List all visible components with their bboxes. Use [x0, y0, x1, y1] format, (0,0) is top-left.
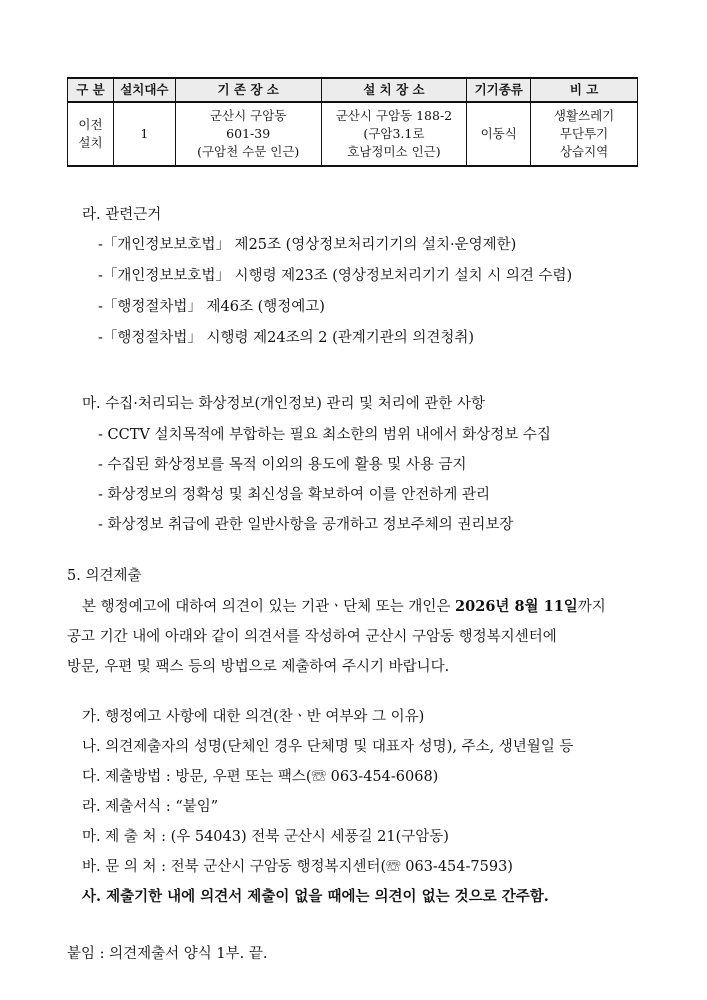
section-ra-title: 라. 관련근거 — [82, 207, 162, 223]
section5-paragraph-line3: 방문, 우편 및 팩스 등의 방법으로 제출하여 주시기 바랍니다. — [67, 659, 450, 675]
table-header-row — [68, 78, 638, 102]
section-ra-item: -「행정절차법」 시행령 제24조의 2 (관계기관의 의견청취) — [98, 330, 475, 346]
cell-note — [531, 102, 638, 166]
cell-text: 이전 — [78, 117, 103, 132]
section-ra-item: -「개인정보보호법」 시행령 제23조 (영상정보처리기기 설치 시 의견 수렴) — [98, 268, 573, 284]
cell-text: 설치 — [78, 135, 103, 150]
section5-paragraph-line1 — [82, 597, 606, 617]
section5-paragraph-line2: 공고 기간 내에 아래와 같이 의견서를 작성하여 군산시 구암동 행정복지센터에 — [67, 629, 557, 645]
cell-text: (구암천 수문 인근) — [197, 144, 300, 159]
section-ma-item: - CCTV 설치목적에 부합하는 필요 최소한의 범위 내에서 화상정보 수집 — [98, 427, 551, 443]
table-row — [68, 102, 638, 166]
header-existing-location: 기 존 장 소 — [175, 78, 321, 102]
section5-item: 바. 문 의 처 : 전북 군산시 구암동 행정복지센터(☏ 063-454-7593) — [82, 859, 513, 875]
section5-bold-item: 사. 제출기한 내에 의견서 제출이 없을 때에는 의견이 없는 것으로 간주함. — [82, 888, 549, 905]
paragraph-text: 본 행정예고에 대하여 의견이 있는 기관ㆍ단체 또는 개인은 — [82, 599, 456, 615]
section-ra-item: -「행정절차법」 제46조 (행정예고) — [98, 299, 325, 315]
header-device-type: 기기종류 — [467, 78, 531, 102]
cell-count: 1 — [113, 102, 175, 166]
cell-category — [68, 102, 114, 166]
section-ma-item: - 수집된 화상정보를 목적 이외의 용도에 활용 및 사용 금지 — [98, 457, 467, 473]
section-ra-item: -「개인정보보호법」 제25조 (영상정보처리기기의 설치·운영제한) — [98, 237, 517, 253]
section5-item: 나. 의견제출자의 성명(단체인 경우 단체명 및 대표자 성명), 주소, 생년월일 등 — [82, 739, 574, 755]
cell-text: 군산시 구암동 — [209, 108, 287, 123]
section5-item: 가. 행정예고 사항에 대한 의견(찬ㆍ반 여부와 그 이유) — [82, 709, 425, 725]
cell-install-location — [321, 102, 467, 166]
header-category: 구 분 — [68, 78, 114, 102]
section5-item: 마. 제 출 처 : (우 54043) 전북 군산시 세풍길 21(구암동) — [82, 829, 449, 845]
deadline-date: 2026년 8월 11일 — [455, 598, 578, 615]
cell-device-type: 이동식 — [467, 102, 531, 166]
header-note: 비 고 — [531, 78, 638, 102]
cell-text: 601-39 — [226, 126, 271, 141]
section-ma-item: - 화상정보 취급에 관한 일반사항을 공개하고 정보주체의 권리보장 — [98, 517, 514, 533]
cell-text: (구암3.1로 — [363, 126, 425, 141]
cell-text: 상습지역 — [559, 144, 609, 159]
section5-item: 라. 제출서식 : “붙임” — [82, 799, 219, 815]
cell-text: 호남정미소 인근) — [347, 144, 441, 159]
section5-title: 5. 의견제출 — [67, 568, 142, 584]
cell-text: 무단투기 — [559, 126, 609, 141]
cell-text: 생활쓰레기 — [553, 108, 615, 123]
cell-text: 군산시 구암동 188-2 — [335, 108, 453, 123]
header-install-location: 설 치 장 소 — [321, 78, 467, 102]
section-ma-title: 마. 수집·처리되는 화상정보(개인정보) 관리 및 처리에 관한 사항 — [82, 396, 485, 412]
attachment-note: 붙임 : 의견제출서 양식 1부. 끝. — [67, 946, 268, 962]
header-count: 설치대수 — [113, 78, 175, 102]
section5-item: 다. 제출방법 : 방문, 우편 또는 팩스(☏ 063-454-6068) — [82, 769, 439, 785]
cell-existing-location — [175, 102, 321, 166]
installation-table — [67, 77, 638, 167]
section-ma-item: - 화상정보의 정확성 및 최신성을 확보하여 이를 안전하게 관리 — [98, 487, 490, 503]
paragraph-text: 까지 — [577, 599, 606, 615]
